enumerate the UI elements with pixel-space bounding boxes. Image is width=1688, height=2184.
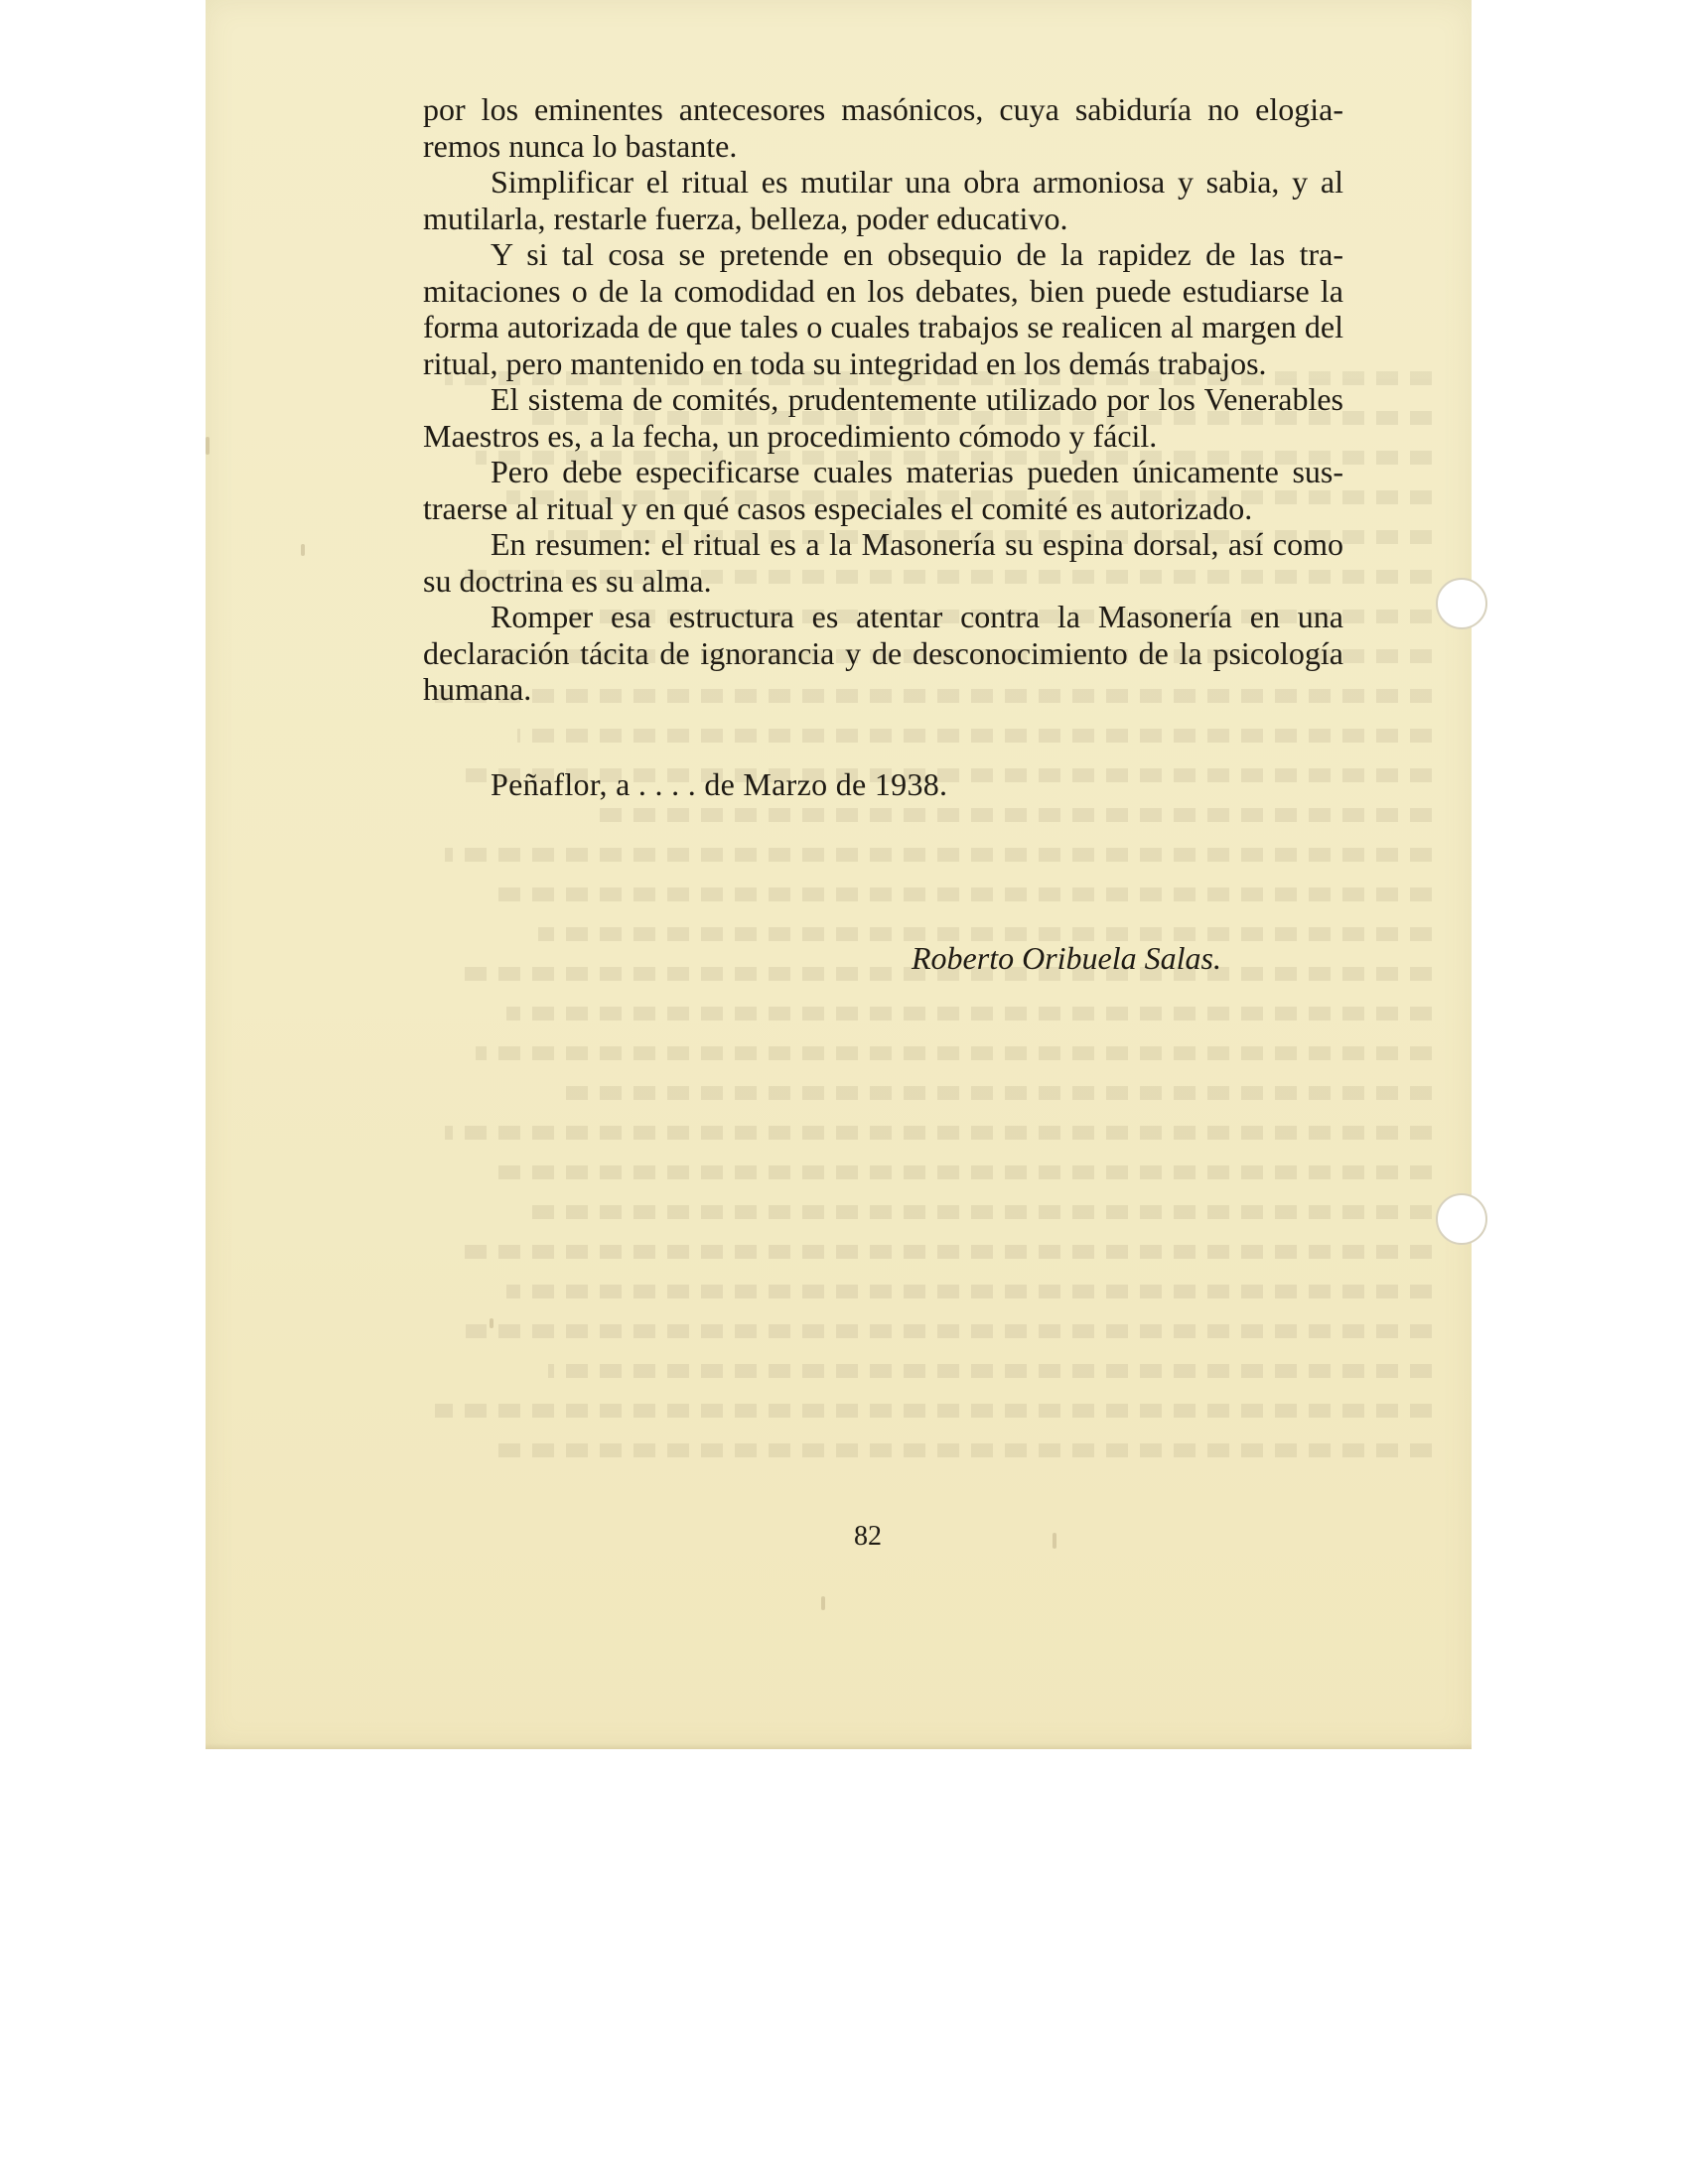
paragraph: por los eminentes antecesores masónicos, cuya sabiduría no elogiaremos nunca lo bastante. [423, 91, 1343, 164]
paragraph: Pero debe especificarse cuales materias pueden únicamente sustraerse al ritual y en qué casos especiales el comité es autorizado. [423, 454, 1343, 526]
paragraph: Y si tal cosa se pretende en obsequio de la rapidez de las tramitaciones o de la comodidad en los debates, bien puede estudiarse la forma autorizada de que tales o cuales trabajos se realicen al margen del ritual, pero mantenido en toda su integridad en los demás trabajos. [423, 236, 1343, 381]
paper-speck [301, 544, 305, 556]
paper-speck [490, 1318, 493, 1328]
paper-speck [206, 437, 210, 455]
paper-speck [1053, 1533, 1056, 1549]
paragraph: En resumen: el ritual es a la Masonería su espina dorsal, así como su doctrina es su alma. [423, 526, 1343, 599]
dateline: Peñaflor, a . . . . de Marzo de 1938. [491, 766, 948, 802]
paragraph: Simplificar el ritual es mutilar una obra armoniosa y sabia, y al mutilarla, restarle fuerza, belleza, poder educativo. [423, 164, 1343, 236]
author-signature: Roberto Oribuela Salas. [912, 940, 1221, 976]
page-number: 82 [854, 1521, 882, 1552]
punch-hole-top [1436, 578, 1487, 629]
paper-speck [821, 1596, 825, 1610]
punch-hole-bottom [1436, 1193, 1487, 1245]
paragraph: El sistema de comités, prudentemente utilizado por los Venerables Maestros es, a la fecha, un procedimiento cómodo y fácil. [423, 381, 1343, 454]
paragraph: Romper esa estructura es atentar contra la Masonería en una declaración tácita de ignorancia y de desconocimiento de la psicología humana. [423, 599, 1343, 707]
body-text [423, 91, 1343, 708]
